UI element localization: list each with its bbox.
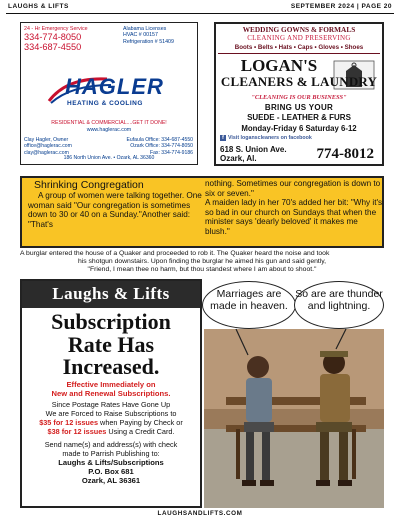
speech-bubble-right: So are are thunder and lightning. <box>294 281 384 329</box>
shrinking-paragraph-2: nothing. Sometimes our congregation is down to six or seven." <box>205 179 381 198</box>
effective-line-1: Effective Immediately on <box>66 380 156 389</box>
quaker-line-3: "Friend, I mean thee no harm, but thou standest where I am about to shoot." <box>87 266 317 274</box>
page-header <box>6 3 394 12</box>
address-line-1: Laughs & Lifts/Subscriptions <box>58 458 164 467</box>
logans-address-street: 618 S. Union Ave. <box>220 145 287 154</box>
subscription-headline-3: Increased. <box>62 354 160 379</box>
subscription-headline-2: Rate Has <box>67 332 155 357</box>
header-rule <box>6 13 394 14</box>
effective-line-2: New and Renewal Subscriptions. <box>51 389 171 398</box>
ozark-office: Ozark Office: 334-774-8050 <box>130 143 193 150</box>
shrinking-congregation-box <box>20 176 384 248</box>
hagler-ad <box>20 22 198 165</box>
logans-phone: 774-8012 <box>316 146 374 162</box>
body-line-4-text: Using a Credit Card. <box>106 427 175 436</box>
shrinking-paragraph-3: A maiden lady in her 70's added her bit: "Why it's so bad in our church on Sundays that when the minister says 'dearly beloved' it makes me blush." <box>205 198 383 236</box>
license-refrigeration: Refrigeration # 51409 <box>123 38 174 45</box>
body-line-2: We are Forced to Raise Subscriptions to <box>45 409 177 418</box>
hagler-emergency-block <box>24 26 124 52</box>
hagler-tagline: RESIDENTIAL & COMMERCIAL....GET IT DONE! <box>51 120 167 126</box>
license-hvac: HVAC # 00157 <box>123 32 158 39</box>
shrinking-paragraph-1: A group of women were talking together. One woman said "Our congregation is sometimes down to 30 or 40 on a Sunday."Another said: "That's <box>28 191 202 229</box>
hagler-offices <box>111 137 193 156</box>
address-line-3: Ozark, AL 36361 <box>81 476 141 486</box>
subscription-banner <box>22 281 200 308</box>
subscription-notice <box>20 279 202 508</box>
bring-us-your: BRING US YOUR <box>264 103 334 112</box>
fax-number: Fax: 334-774-9186 <box>149 149 193 156</box>
price-check: $35 for 12 issues <box>39 418 99 427</box>
subscription-send <box>26 440 196 458</box>
speech-bubble-left: Marriages are made in heaven. <box>202 281 296 329</box>
phone-eufaula: 334-687-4550 <box>24 42 82 52</box>
body-line-3 <box>26 418 196 427</box>
hagler-contacts <box>24 137 114 156</box>
publication-name: LAUGHS & LIFTS <box>8 3 69 10</box>
hagler-address: 186 North Union Ave. • Ozark, AL 36360 <box>63 155 155 161</box>
shrinking-heading: Shrinking Congregation <box>34 179 144 191</box>
logans-hours: Monday-Friday 6 Saturday 6-12 <box>241 124 357 133</box>
quaker-joke <box>20 250 384 275</box>
logans-wedding-line: WEDDING GOWNS & FORMALS <box>242 25 356 34</box>
subscription-body <box>26 400 196 436</box>
issue-date-page: SEPTEMBER 2024 | PAGE 20 <box>290 3 392 10</box>
facebook-text: Visit loganscleaners on facebook <box>228 135 312 141</box>
quaker-line-1: A burglar entered the house of a Quaker and proceeded to rob it. The Quaker heard the noise and took <box>20 250 330 257</box>
hagler-website[interactable]: www.haglerac.com <box>86 127 132 133</box>
hagler-licenses-block <box>123 26 193 45</box>
logans-subtitle: CLEANERS & LAUNDRY <box>220 74 378 89</box>
emergency-label: 24 - Hr Emergency Service <box>24 26 88 32</box>
clay-email[interactable]: clay@haglerac.com <box>24 149 69 156</box>
logans-cleaning-line: CLEANING AND PRESERVING <box>247 34 351 42</box>
logans-title: LOGAN'S <box>240 56 318 75</box>
shrinking-column-left <box>28 191 206 229</box>
shrinking-column-right <box>205 179 383 237</box>
licenses-title: Alabama Licenses <box>123 26 167 32</box>
subscription-banner-title: Laughs & Lifts <box>52 284 170 303</box>
page-footer[interactable]: LAUGHSANDLIFTS.COM <box>157 510 243 517</box>
hagler-logo-sub: HEATING & COOLING <box>67 100 143 107</box>
body-line-1: Since Postage Rates Have Gone Up <box>51 400 171 409</box>
divider <box>218 53 380 54</box>
office-email[interactable]: office@haglerac.com <box>24 143 72 150</box>
hagler-logo-word: HAGLER <box>65 74 164 99</box>
suede-leather-furs: SUEDE - LEATHER & FURS <box>247 113 351 122</box>
hagler-logo <box>47 73 173 107</box>
price-credit: $38 for 12 issues <box>47 427 107 436</box>
send-line-1: Send name(s) and address(s) with check <box>44 440 178 449</box>
subscription-effective <box>22 380 200 398</box>
quaker-line-2: his shotgun downstairs. Upon finding the burglar he aimed his gun and said gently, <box>77 258 327 266</box>
facebook-icon: f <box>220 135 226 141</box>
logans-items-line: Boots • Belts • Hats • Caps • Gloves • Shoes <box>234 44 364 51</box>
phone-ozark: 334-774-8050 <box>24 32 82 42</box>
send-line-2: made to Parrish Publishing to: <box>62 449 160 458</box>
logans-slogan: "CLEANING IS OUR BUSINESS" <box>251 94 347 101</box>
logans-address-city: Ozark, Al. <box>220 154 257 163</box>
bench-cartoon <box>196 279 384 508</box>
eufaula-office: Eufaula Office: 334-687-4550 <box>126 137 193 143</box>
body-line-3-text: when Paying by Check or <box>98 418 183 427</box>
subscription-address <box>26 458 196 486</box>
owner-name: Clay Hagler, Owner <box>24 137 69 143</box>
address-line-2: P.O. Box 681 <box>88 467 134 477</box>
body-line-4 <box>26 427 196 436</box>
facebook-line[interactable] <box>220 135 380 141</box>
logans-ad <box>214 22 384 166</box>
subscription-headline-1: Subscription <box>51 309 171 334</box>
